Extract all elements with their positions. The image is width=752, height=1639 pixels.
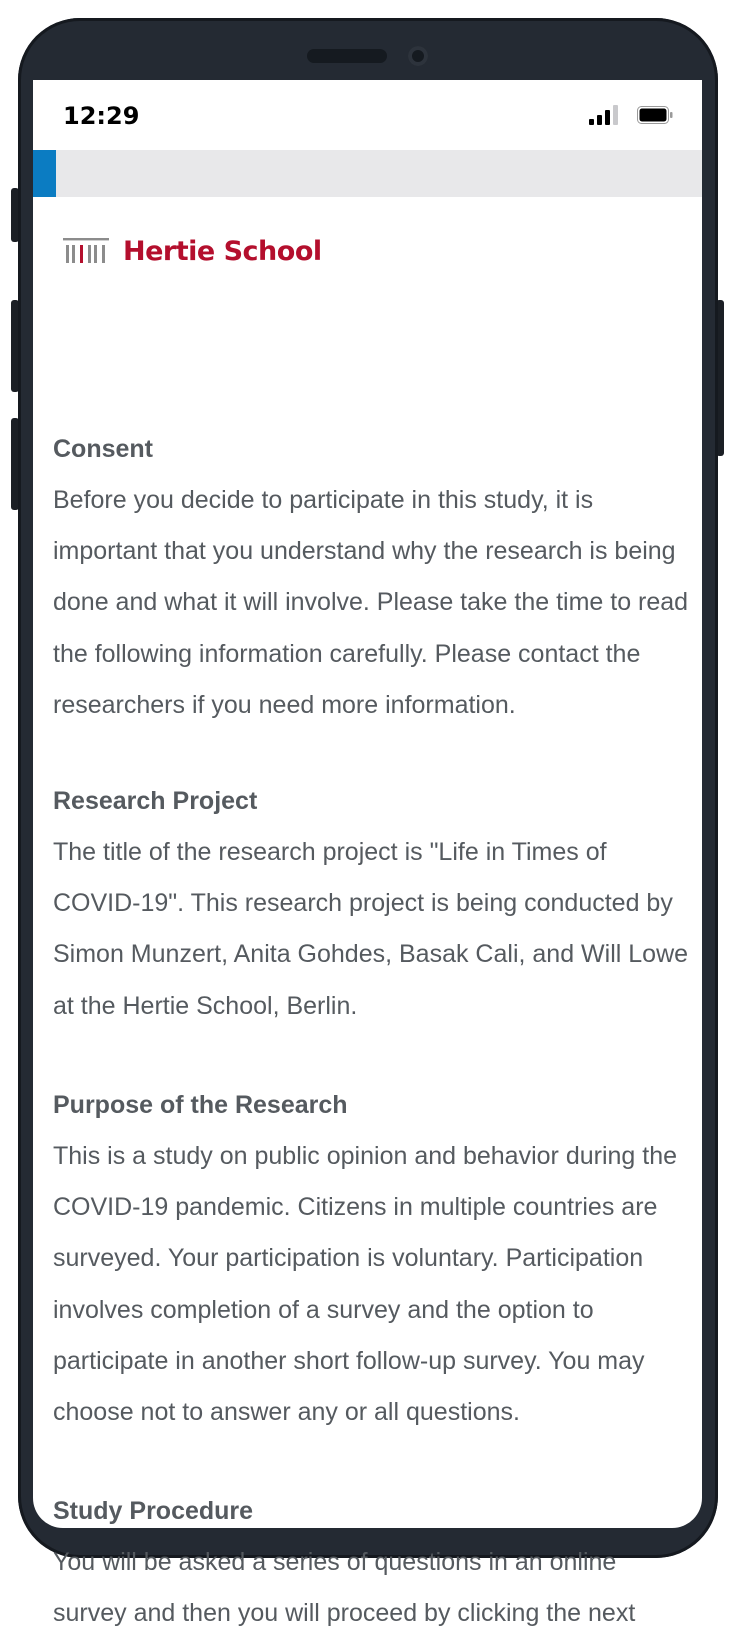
consent-heading: Consent xyxy=(53,435,153,463)
cellular-signal-icon xyxy=(589,104,619,126)
research-project-body: The title of the research project is "Life in Times of COVID-19". This research project is being conducted by Simon Munzert, Anita Gohdes, Basak Cali, and Will Lowe at the Hertie School, Berlin. xyxy=(53,838,689,1020)
purpose-heading: Purpose of the Research xyxy=(53,1091,348,1119)
hertie-columns-logo-icon xyxy=(63,236,109,266)
logo-text: Hertie School xyxy=(123,235,322,267)
study-procedure-body: You will be asked a series of questions in an online survey and then you will proceed by clicking the next xyxy=(53,1548,636,1628)
survey-progress-bar xyxy=(33,150,702,197)
study-procedure-section xyxy=(53,1486,693,1639)
phone-screen[interactable] xyxy=(33,80,702,1628)
hertie-school-logo xyxy=(63,233,322,269)
purpose-section xyxy=(53,1080,693,1438)
status-time: 12:29 xyxy=(63,102,140,130)
purpose-body: This is a study on public opinion and behavior during the COVID-19 pandemic. Citizens in multiple countries are surveyed. Your participation is voluntary. Participation involves completion of a survey and the option to participate in another short follow-up survey. You may choose not to answer any or all questions. xyxy=(53,1142,678,1427)
research-project-section xyxy=(53,776,693,1032)
consent-body: Before you decide to participate in this study, it is important that you understand why the research is being done and what it will involve. Please take the time to read the following information carefully. Please contact the researchers if you need more information. xyxy=(53,486,689,719)
research-project-heading: Research Project xyxy=(53,787,258,815)
consent-section xyxy=(53,424,693,731)
survey-progress-fill xyxy=(33,150,56,197)
status-bar xyxy=(33,80,702,150)
study-procedure-heading: Study Procedure xyxy=(53,1497,254,1525)
earpiece-speaker xyxy=(307,49,387,63)
front-camera xyxy=(408,46,428,66)
battery-icon xyxy=(637,106,673,124)
